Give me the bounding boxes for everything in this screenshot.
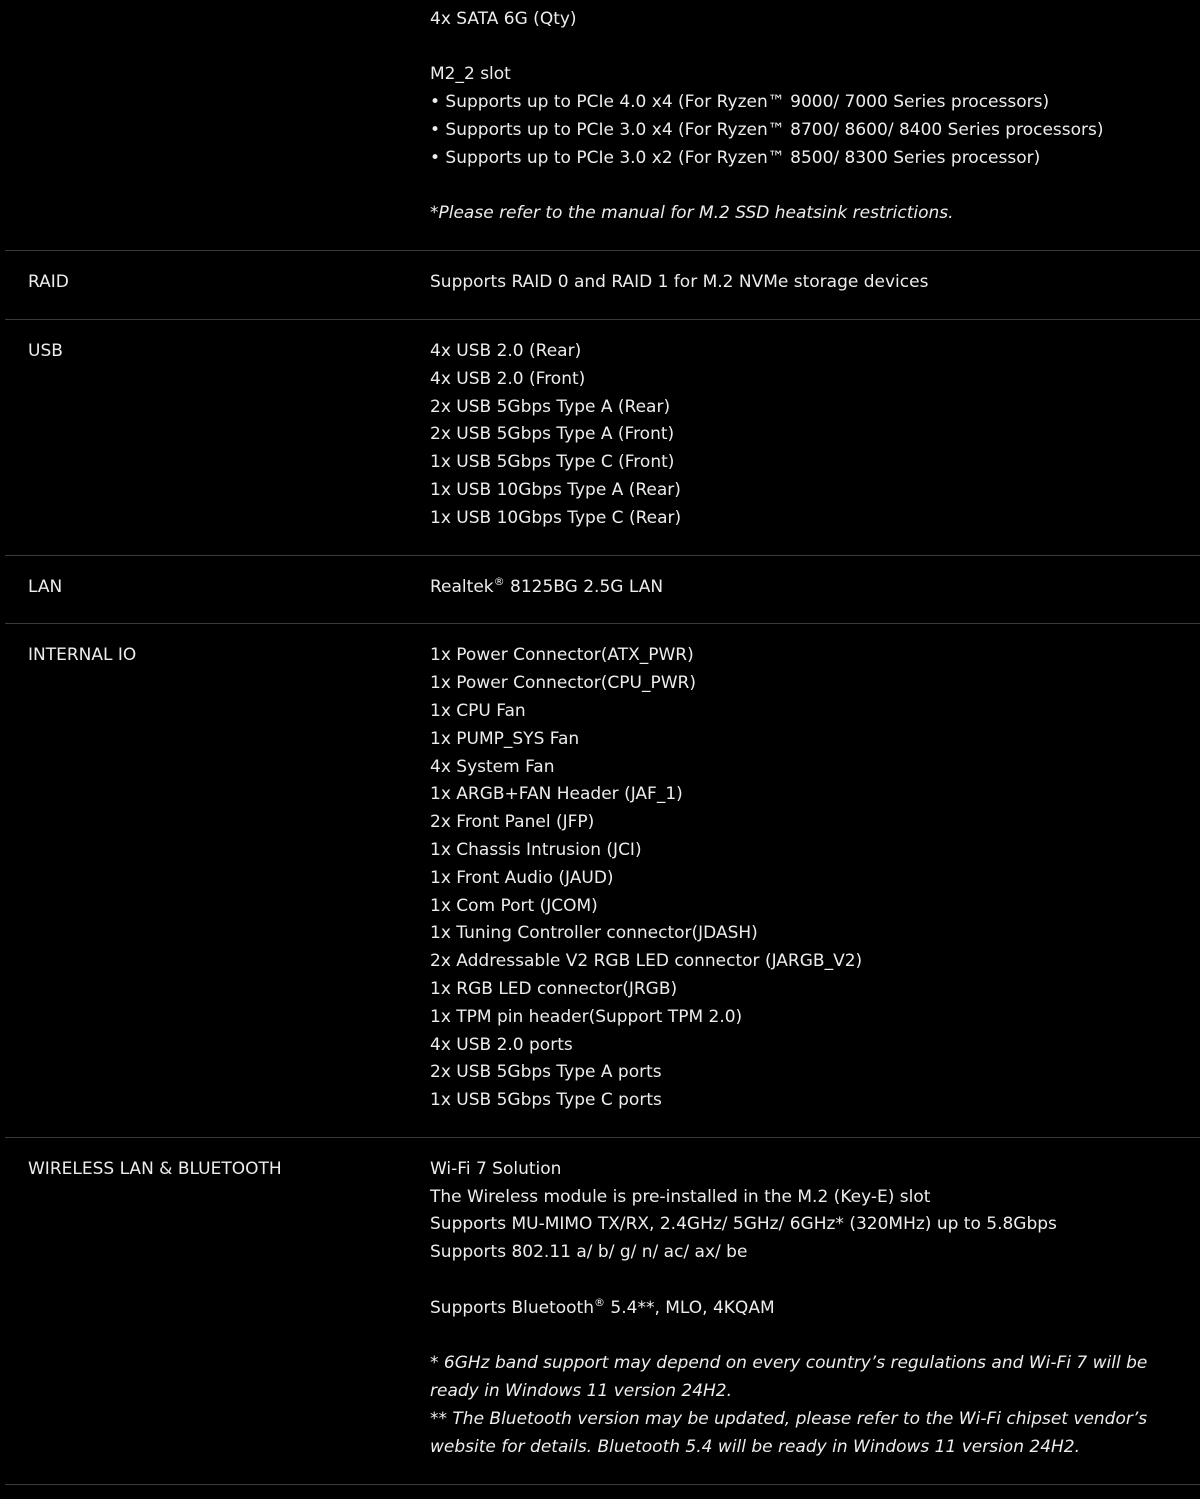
spec-line: 2x USB 5Gbps Type A (Front) — [430, 424, 675, 445]
spec-line: 4x SATA 6G (Qty) — [430, 8, 577, 29]
spec-label-wireless: WIRELESS LAN & BLUETOOTH — [28, 1158, 282, 1179]
spacer — [430, 173, 1190, 201]
spec-line: 1x RGB LED connector(JRGB) — [430, 978, 678, 999]
spec-line-text: 5.4**, MLO, 4KQAM — [605, 1297, 775, 1318]
spec-row-wireless — [5, 1138, 1200, 1485]
spec-value-internal-io — [430, 624, 1200, 1137]
spec-line: 1x USB 10Gbps Type C (Rear) — [430, 507, 682, 528]
spec-line: 1x Tuning Controller connector(JDASH) — [430, 923, 758, 944]
spec-line: 1x USB 5Gbps Type C (Front) — [430, 452, 675, 473]
spec-line: 1x PUMP_SYS Fan — [430, 728, 580, 749]
spec-line: 1x Front Audio (JAUD) — [430, 867, 614, 888]
spec-line: Supports RAID 0 and RAID 1 for M.2 NVMe storage devices — [430, 272, 929, 293]
spec-line: • Supports up to PCIe 3.0 x2 (For Ryzen™ 8500/ 8300 Series processor) — [430, 147, 1041, 168]
spec-table — [5, 0, 1200, 1485]
spec-value-storage — [430, 0, 1200, 250]
spec-line-text: Realtek — [430, 576, 494, 597]
spec-line: 4x System Fan — [430, 756, 555, 777]
spec-note: *Please refer to the manual for M.2 SSD heatsink restrictions. — [430, 203, 954, 224]
spec-line: 1x Power Connector(CPU_PWR) — [430, 673, 696, 694]
spec-label-raid: RAID — [28, 272, 69, 293]
spec-value-raid — [430, 251, 1200, 319]
spec-row-storage — [5, 0, 1200, 251]
spec-line-text: 8125BG 2.5G LAN — [504, 576, 664, 597]
spec-line: M2_2 slot — [430, 64, 511, 85]
spec-line: 1x CPU Fan — [430, 700, 526, 721]
spec-line: 1x USB 10Gbps Type A (Rear) — [430, 479, 681, 500]
spec-label-internal-io: INTERNAL IO — [28, 645, 137, 666]
registered-mark: ® — [594, 1295, 605, 1309]
spec-row-lan — [5, 556, 1200, 625]
spec-line: 2x USB 5Gbps Type A ports — [430, 1062, 662, 1083]
spec-line-text: Supports Bluetooth — [430, 1297, 594, 1318]
spec-value-wireless — [430, 1138, 1200, 1484]
spec-label-lan: LAN — [28, 576, 63, 597]
spec-line: 1x TPM pin header(Support TPM 2.0) — [430, 1006, 743, 1027]
spec-line: 1x USB 5Gbps Type C ports — [430, 1090, 662, 1111]
spec-value-usb — [430, 320, 1200, 555]
spec-note: ** The Bluetooth version may be updated, please refer to the Wi-Fi chipset vendor’s website for details. Bluetooth 5.4 will be ready in Windows 11 version 24H2. — [430, 1409, 1148, 1457]
spec-line: 1x Com Port (JCOM) — [430, 895, 598, 916]
spec-line: Supports MU-MIMO TX/RX, 2.4GHz/ 5GHz/ 6GHz* (320MHz) up to 5.8Gbps — [430, 1214, 1057, 1235]
registered-mark: ® — [493, 574, 505, 588]
spec-line: 1x Power Connector(ATX_PWR) — [430, 645, 694, 666]
spec-row-raid — [5, 251, 1200, 320]
spec-line: 1x ARGB+FAN Header (JAF_1) — [430, 784, 683, 805]
spec-line: 2x Front Panel (JFP) — [430, 812, 595, 833]
spec-line: • Supports up to PCIe 4.0 x4 (For Ryzen™ 9000/ 7000 Series processors) — [430, 92, 1050, 113]
spec-value-lan — [430, 556, 1200, 624]
spec-line — [430, 574, 1190, 602]
spec-line: • Supports up to PCIe 3.0 x4 (For Ryzen™ 8700/ 8600/ 8400 Series processors) — [430, 119, 1104, 140]
spec-label-usb: USB — [28, 340, 63, 361]
spec-row-internal-io — [5, 624, 1200, 1138]
spec-line: Wi-Fi 7 Solution — [430, 1158, 562, 1179]
spec-line: 2x USB 5Gbps Type A (Rear) — [430, 396, 671, 417]
spec-line: 1x Chassis Intrusion (JCI) — [430, 839, 642, 860]
spec-line: 4x USB 2.0 ports — [430, 1034, 573, 1055]
spec-line — [430, 1295, 1190, 1323]
spec-row-usb — [5, 320, 1200, 556]
spacer — [430, 1267, 1190, 1295]
spacer — [430, 1323, 1190, 1351]
spec-line: 4x USB 2.0 (Rear) — [430, 340, 582, 361]
spec-note: * 6GHz band support may depend on every country’s regulations and Wi-Fi 7 will be ready in Windows 11 version 24H2. — [430, 1353, 1148, 1402]
spacer — [430, 34, 1190, 62]
spec-line: Supports 802.11 a/ b/ g/ n/ ac/ ax/ be — [430, 1242, 748, 1263]
spec-line: The Wireless module is pre-installed in the M.2 (Key-E) slot — [430, 1186, 931, 1207]
spec-line: 4x USB 2.0 (Front) — [430, 368, 586, 389]
spec-line: 2x Addressable V2 RGB LED connector (JARGB_V2) — [430, 951, 863, 972]
